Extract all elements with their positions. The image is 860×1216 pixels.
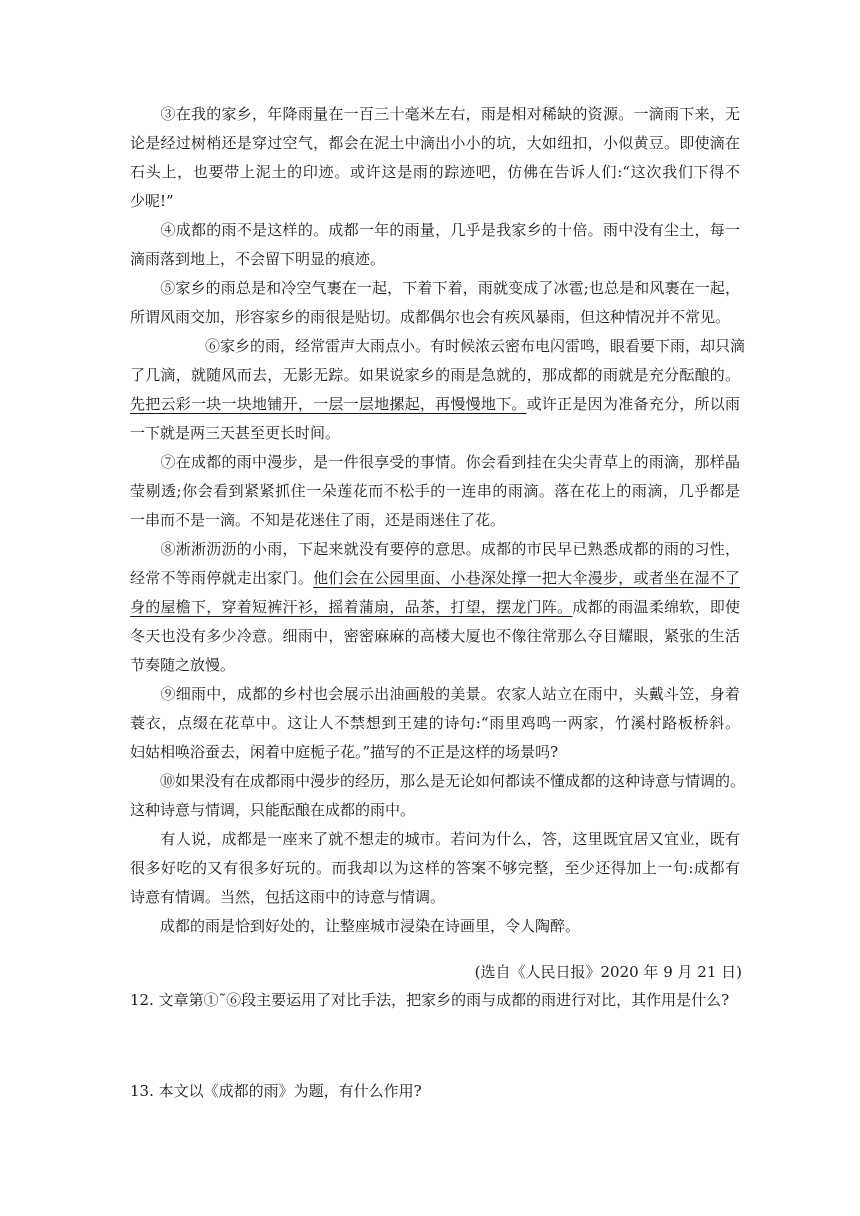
text-segment: 经常不等雨停就走出家门。	[130, 569, 314, 587]
paragraph-line	[130, 622, 740, 651]
paragraph-line	[130, 100, 740, 129]
paragraph-line	[130, 796, 740, 825]
paragraph-line	[130, 303, 740, 332]
text-segment: ⑨细雨中，成都的乡村也会展示出油画般的美景。农家人站立在雨中，头戴斗笠，身着	[130, 685, 740, 703]
text-segment: 论是经过树梢还是穿过空气，都会在泥土中滴出小小的坑，大如纽扣，小似黄豆。即使滴在	[130, 134, 740, 152]
paragraph-line	[130, 216, 740, 245]
text-segment: ⑥家乡的雨，经常雷声大雨点小。有时候浓云密布电闪雷鸣，眼看要下雨，却只滴	[130, 337, 746, 355]
paragraph-line	[130, 274, 740, 303]
text-segment: 一下就是两三天甚至更长时间。	[130, 424, 341, 442]
paragraph-line	[130, 390, 740, 419]
paragraph-line	[130, 477, 740, 506]
paragraph-line	[130, 738, 740, 767]
text-segment: 了几滴，就随风而去，无影无踪。如果说家乡的雨是急就的，那成都的雨就是充分酝酿的。	[130, 366, 740, 384]
text-segment: 石头上，也要带上泥土的印迹。或许这是雨的踪迹吧，仿佛在告诉人们:“这次我们下得不	[130, 163, 740, 181]
paragraph-line	[130, 564, 740, 593]
paragraph-line	[130, 651, 740, 680]
text-segment: 所谓风雨交加，形容家乡的雨很是贴切。成都偶尔也会有疾风暴雨，但这种情况并不常见。	[130, 308, 731, 326]
paragraph-line	[130, 187, 740, 216]
text-segment: ⑤家乡的雨总是和冷空气裹在一起，下着下着，雨就变成了冰雹;也总是和风裹在一起，	[130, 279, 740, 297]
text-segment: 诗意有情调。当然，包括这雨中的诗意与情调。	[130, 888, 446, 906]
question-q12: 12. 文章第①˜⑥段主要运用了对比手法，把家乡的雨与成都的雨进行对比，其作用是什么?	[130, 991, 730, 1009]
paragraph-line	[130, 332, 746, 361]
text-segment: 这种诗意与情调，只能酝酿在成都的雨中。	[130, 801, 416, 819]
text-segment: 妇姑相唤浴蚕去，闲着中庭栀子花。”描写的不正是这样的场景吗?	[130, 743, 559, 761]
paragraph-line	[130, 245, 740, 274]
text-segment: 成都的雨是恰到好处的，让整座城市浸染在诗画里，令人陶醉。	[130, 917, 581, 935]
text-segment: 一串而不是一滴。不知是花迷住了雨，还是雨迷住了花。	[130, 511, 506, 529]
underlined-text: 先把云彩一块一块地铺开，一层一层地摞起，再慢慢地下。	[130, 395, 527, 413]
paragraph-line	[130, 854, 740, 883]
text-segment: ⑧淅淅沥沥的小雨，下起来就没有要停的意思。成都的市民早已熟悉成都的雨的习性，	[130, 540, 740, 558]
text-segment: 有人说，成都是一座来了就不想走的城市。若问为什么，答，这里既宜居又宜业，既有	[130, 830, 740, 848]
underlined-text: 身的屋檐下，穿着短裤汗衫，摇着蒲扇，品茶，打望，摆龙门阵。	[130, 598, 573, 616]
text-segment: 节奏随之放慢。	[130, 656, 236, 674]
paragraph-line	[130, 419, 740, 448]
paragraph-line	[130, 361, 740, 390]
text-segment: 成都的雨温柔绵软，即使	[572, 598, 740, 616]
text-segment: ⑩如果没有在成都雨中漫步的经历，那么是无论如何都读不懂成都的这种诗意与情调的。	[130, 772, 746, 790]
text-segment: ③在我的家乡，年降雨量在一百三十毫米左右，雨是相对稀缺的资源。一滴雨下来，无	[130, 105, 740, 123]
paragraph-line	[130, 535, 740, 564]
text-segment: ④成都的雨不是这样的。成都一年的雨量，几乎是我家乡的十倍。雨中没有尘土，每一	[130, 221, 740, 239]
paragraph-line	[130, 158, 740, 187]
paragraph-line	[130, 593, 740, 622]
paragraph-line	[130, 129, 740, 158]
source-citation: (选自《人民日报》2020 年 9 月 21 日)	[474, 963, 742, 981]
paragraph-line	[130, 883, 740, 912]
question-q13: 13. 本文以《成都的雨》为题，有什么作用?	[130, 1082, 422, 1100]
text-segment: 冬天也没有多少冷意。细雨中，密密麻麻的高楼大厦也不像往常那么夺目耀眼，紧张的生活	[130, 627, 740, 645]
paragraph-line	[130, 709, 740, 738]
paragraph-line	[130, 448, 740, 477]
paragraph-line	[130, 912, 740, 941]
paragraph-line	[130, 825, 740, 854]
text-segment: 滴雨落到地上，不会留下明显的痕迹。	[130, 250, 386, 268]
paragraph-line	[130, 767, 746, 796]
text-segment: ⑦在成都的雨中漫步，是一件很享受的事情。你会看到挂在尖尖青草上的雨滴，那样晶	[130, 453, 740, 471]
text-segment: 蓑衣，点缀在花草中。这让人不禁想到王建的诗句:“雨里鸡鸣一两家，竹溪村路板桥斜。	[130, 714, 740, 732]
text-segment: 莹剔透;你会看到紧紧抓住一朵莲花而不松手的一连串的雨滴。落在花上的雨滴，几乎都是	[130, 482, 740, 500]
underlined-text: 他们会在公园里面、小巷深处撑一把大伞漫步，或者坐在湿不了	[313, 569, 740, 587]
text-segment: 很多好吃的又有很多好玩的。而我却以为这样的答案不够完整，至少还得加上一句:成都有	[130, 859, 740, 877]
text-segment: 少呢!”	[130, 192, 174, 210]
text-segment: 或许正是因为准备充分，所以雨	[526, 395, 740, 413]
paragraph-line	[130, 680, 740, 709]
paragraph-line	[130, 506, 740, 535]
